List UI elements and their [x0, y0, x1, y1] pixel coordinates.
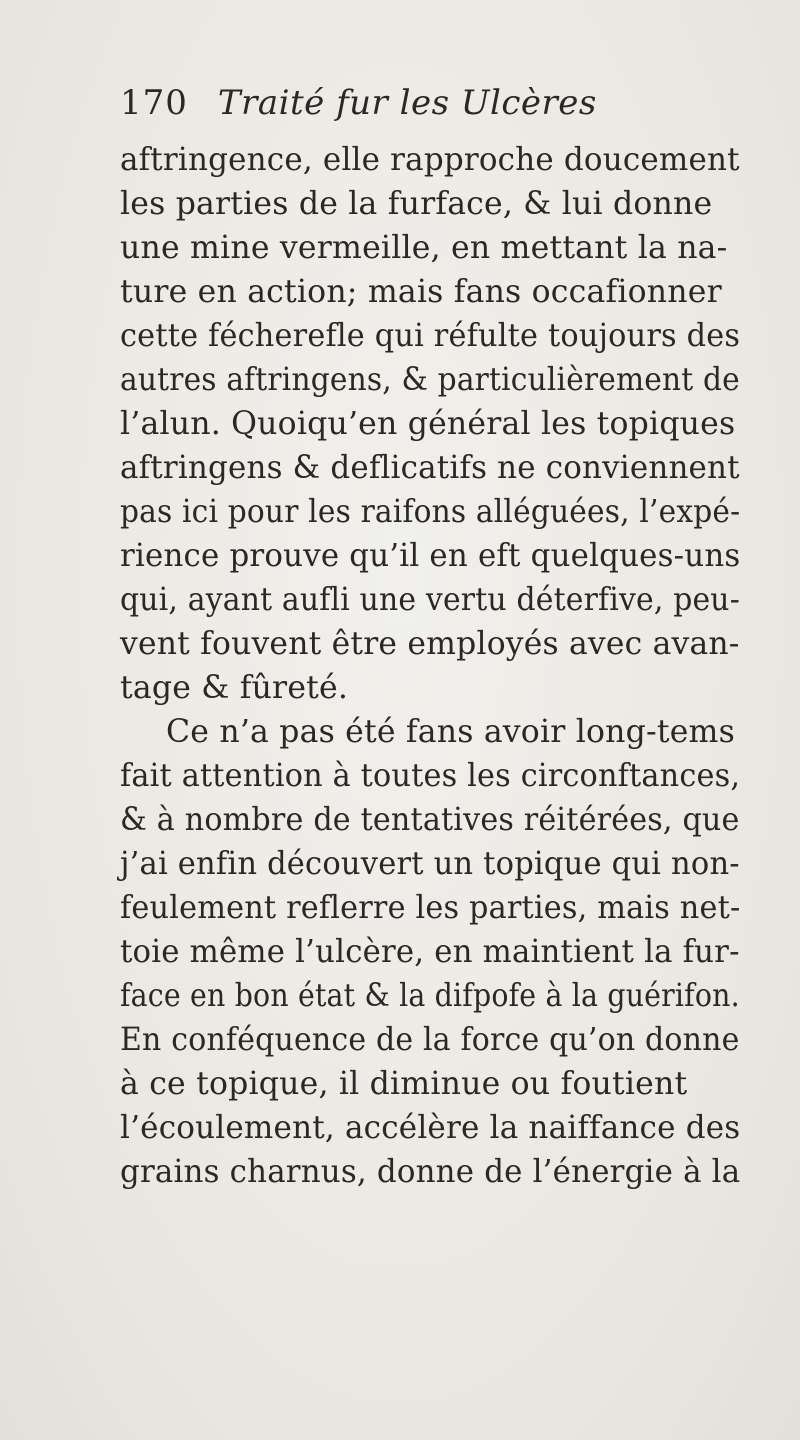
text-line: pas ici pour les raifons alléguées, l’expé-: [120, 494, 741, 530]
text-line: face en bon état & la difpofe à la guérifon.: [120, 978, 740, 1014]
text-line: les parties de la furface, & lui donne: [120, 186, 713, 222]
text-line: l’alun. Quoiqu’en général les topiques: [120, 406, 736, 442]
text-line: aftringens & deflicatifs ne conviennent: [120, 450, 740, 486]
text-line: & à nombre de tentatives réitérées, que: [120, 802, 740, 838]
text-line: feulement reflerre les parties, mais net-: [120, 890, 741, 926]
text-line: vent fouvent être employés avec avan-: [120, 626, 740, 662]
text-line: grains charnus, donne de l’énergie à la: [120, 1154, 741, 1190]
text-line: j’ai enfin découvert un topique qui non-: [120, 846, 740, 882]
text-line: ture en action; mais fans occafionner: [120, 274, 722, 310]
text-line: à ce topique, il diminue ou foutient: [120, 1066, 688, 1102]
text-line: rience prouve qu’il en eft quelques-uns: [120, 538, 741, 574]
text-line: l’écoulement, accélère la naiffance des: [120, 1110, 741, 1146]
text-line: toie même l’ulcère, en maintient la fur-: [120, 934, 740, 970]
paragraph-start-line: Ce n’a pas été fans avoir long-tems: [166, 714, 735, 750]
running-title: Traité fur les Ulcères: [217, 83, 597, 123]
text-line: En conféquence de la force qu’on donne: [120, 1022, 740, 1058]
page-number: 170: [120, 83, 188, 123]
text-line: une mine vermeille, en mettant la na-: [120, 230, 728, 266]
text-line: fait attention à toutes les circonftances,: [120, 758, 741, 794]
text-line: autres aftringens, & particulièrement de: [120, 362, 740, 398]
running-head: [120, 78, 740, 128]
text-line: aftringence, elle rapproche doucement: [120, 142, 740, 178]
text-line: qui, ayant aufli une vertu déterfive, peu-: [120, 582, 740, 618]
text-line: cette fécherefle qui réfulte toujours des: [120, 318, 741, 354]
text-line: tage & fûreté.: [120, 670, 349, 706]
